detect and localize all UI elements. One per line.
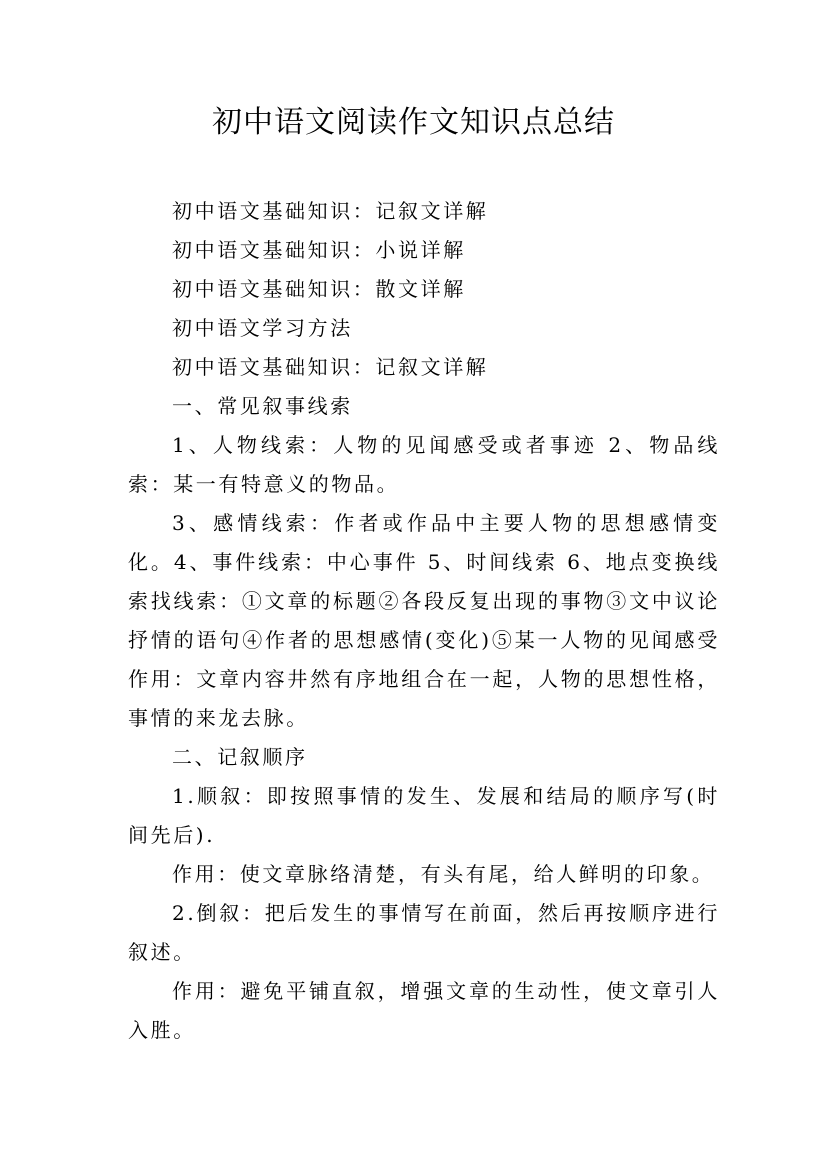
body-paragraph: 1、人物线索：人物的见闻感受或者事迹 2、物品线索：某一有特意义的物品。 xyxy=(128,433,720,496)
body-paragraph: 初中语文基础知识：小说详解 xyxy=(172,238,466,262)
body-paragraph: 作用：避免平铺直叙，增强文章的生动性，使文章引人入胜。 xyxy=(128,979,720,1042)
body-paragraph: 初中语文基础知识：散文详解 xyxy=(172,277,466,301)
section-heading: 二、记叙顺序 xyxy=(172,745,308,769)
section-heading: 一、常见叙事线索 xyxy=(172,394,353,418)
document-body xyxy=(128,192,720,1050)
body-paragraph: 初中语文基础知识：记叙文详解 xyxy=(172,199,489,223)
body-paragraph: 3、感情线索：作者或作品中主要人物的思想感情变化。4、事件线索：中心事件 5、时间线索 6、地点变换线索找线索：①文章的标题②各段反复出现的事物③文中议论抒情的语句④作者的思想感情(变化)⑤某一人物的见闻感受作用：文章内容井然有序地组合在一起，人物的思想性格，事情的来龙去脉。 xyxy=(128,511,720,730)
body-paragraph: 初中语文基础知识：记叙文详解 xyxy=(172,355,489,379)
body-paragraph: 初中语文学习方法 xyxy=(172,316,353,340)
body-paragraph: 2.倒叙：把后发生的事情写在前面，然后再按顺序进行叙述。 xyxy=(128,901,720,964)
document-title: 初中语文阅读作文知识点总结 xyxy=(212,105,615,140)
body-paragraph: 作用：使文章脉络清楚，有头有尾，给人鲜明的印象。 xyxy=(172,862,715,886)
body-paragraph: 1.顺叙：即按照事情的发生、发展和结局的顺序写(时间先后). xyxy=(128,784,720,847)
